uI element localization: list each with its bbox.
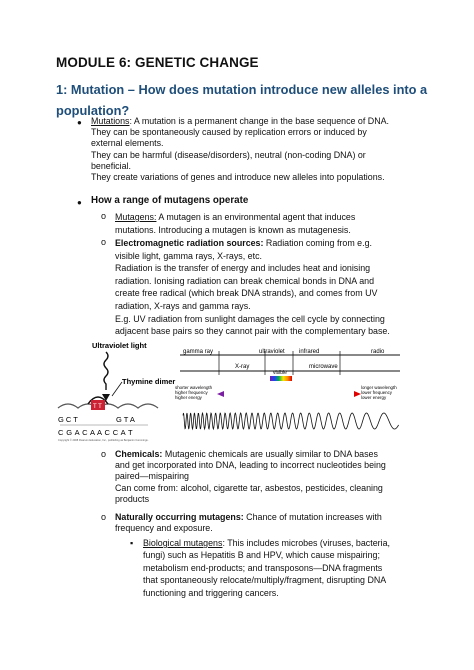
dna-strand xyxy=(58,404,158,408)
circle-bullet: o xyxy=(101,211,107,221)
bullet-dot: ● xyxy=(77,198,82,207)
em-line: Radiation coming from e.g. xyxy=(263,238,372,248)
circle-bullet: o xyxy=(101,512,107,522)
bio-paragraph xyxy=(143,537,443,599)
em-line: radiation, X-rays and gamma rays. xyxy=(115,300,251,311)
dimer-label: Thymine dimer xyxy=(122,377,176,386)
circle-bullet: o xyxy=(101,449,107,459)
bio-line: metabolism end-products; and transposons—DNA fragments xyxy=(143,562,383,573)
em-term: Electromagnetic radiation sources: xyxy=(115,238,264,248)
thymine-dimer-figure xyxy=(56,338,176,442)
mutations-line: They can be spontaneously caused by replication errors or induced by xyxy=(91,127,367,138)
bio-line: that spontaneously relocate/multiply/fragment, disrupting DNA xyxy=(143,575,387,586)
mutations-line: external elements. xyxy=(91,138,164,149)
dimer-pointer xyxy=(112,382,122,396)
bullet-dot: ● xyxy=(77,118,82,127)
em-line: adjacent base pairs so they cannot pair with the complementary base. xyxy=(115,326,390,337)
spectrum-label: gamma ray xyxy=(183,349,214,355)
spectrum-label: ultraviolet xyxy=(259,349,285,355)
chemicals-paragraph xyxy=(115,449,435,505)
figure-copyright: Copyright © 2008 Pearson Education, Inc., publishing as Benjamin Cummings. xyxy=(58,439,149,442)
mutations-paragraph xyxy=(91,116,421,183)
natural-paragraph xyxy=(115,512,435,534)
mutagens-heading: How a range of mutagens operate xyxy=(91,195,249,206)
short-wave-label: higher energy xyxy=(175,395,202,400)
visible-band xyxy=(270,376,292,381)
em-line: Radiation is the transfer of energy and includes heat and ionising xyxy=(115,263,371,274)
chemicals-term: Chemicals: xyxy=(115,449,163,459)
chemicals-line: Mutagenic chemicals are usually similar to DNA bases xyxy=(162,449,378,459)
bottom-strand: C G A C A A C C A T xyxy=(58,428,133,437)
spectrum-label: microwave xyxy=(309,364,338,370)
long-wave-label: lower frequency xyxy=(361,390,392,395)
spectrum-label: radio xyxy=(371,349,385,355)
chemicals-line: Can come from: alcohol, cigarette tar, asbestos, pesticides, cleaning xyxy=(115,482,383,493)
mutagens-line: A mutagen is an environmental agent that induces xyxy=(156,212,356,222)
module-title: MODULE 6: GENETIC CHANGE xyxy=(56,55,259,70)
em-line: visible light, gamma rays, X-rays, etc. xyxy=(115,250,262,261)
uv-label: Ultraviolet light xyxy=(92,341,147,350)
spectrum-label: X-ray xyxy=(235,364,250,370)
chemicals-line: and get incorporated into DNA, leading to incorrect nucleotides being xyxy=(115,460,386,471)
chemicals-line: products xyxy=(115,493,150,504)
em-line: create free radical (which break DNA strands), and comes from UV xyxy=(115,288,378,299)
natural-line: Chance of mutation increases with xyxy=(243,512,382,522)
chemicals-line: paired—mispairing xyxy=(115,471,189,482)
spectrum-arrow-left xyxy=(217,391,224,397)
top-strand-left: G C T xyxy=(58,415,78,424)
mutations-line: beneficial. xyxy=(91,160,131,171)
bio-term: Biological mutagens xyxy=(143,538,223,548)
em-paragraph xyxy=(115,237,435,338)
mutagens-paragraph xyxy=(115,211,435,236)
uv-arrow-head xyxy=(102,394,110,401)
em-line: E.g. UV radiation from sunlight damages the cell cycle by connecting xyxy=(115,313,385,324)
mutations-line: They can be harmful (disease/disorders), neutral (non-coding DNA) or xyxy=(91,149,366,160)
wavelength-wave xyxy=(183,413,399,429)
natural-line: frequency and exposure. xyxy=(115,523,213,534)
uv-arrow xyxy=(104,352,108,390)
square-bullet: ▪ xyxy=(130,538,134,548)
mutations-line: They create variations of genes and introduce new alleles into populations. xyxy=(91,172,385,183)
long-wave-label: longer wavelength xyxy=(361,385,397,390)
mutagens-term: Mutagens: xyxy=(115,212,157,222)
em-line: radiation. Ionising radiation can break chemical bonds in DNA and xyxy=(115,275,375,286)
bio-line: : This includes microbes (viruses, bacteria, xyxy=(222,538,390,548)
mutations-def: : A mutation is a permanent change in the base sequence of DNA. xyxy=(129,116,389,126)
mutagens-line: mutations. Introducing a mutagen is known as mutagenesis. xyxy=(115,224,351,235)
section-heading: 1: Mutation – How does mutation introduce new alleles into a population? xyxy=(56,82,428,118)
natural-term: Naturally occurring mutagens: xyxy=(115,512,244,522)
dimer-pair: T T xyxy=(93,404,102,410)
visible-label: visible xyxy=(273,370,287,376)
em-spectrum-figure xyxy=(175,343,405,443)
bio-line: fungi) such as Hepatitis B and HPV, which cause mispairing; xyxy=(143,550,380,561)
top-strand-right: G T A xyxy=(116,415,135,424)
long-wave-label: lower energy xyxy=(361,395,387,400)
bio-line: functioning and triggering cancers. xyxy=(143,587,279,598)
spectrum-arrow-right xyxy=(354,391,361,397)
short-wave-label: shorter wavelength xyxy=(175,385,213,390)
short-wave-label: higher frequency xyxy=(175,390,208,395)
mutations-term: Mutations xyxy=(91,116,130,126)
circle-bullet: o xyxy=(101,237,107,247)
spectrum-label: infrared xyxy=(299,349,320,355)
